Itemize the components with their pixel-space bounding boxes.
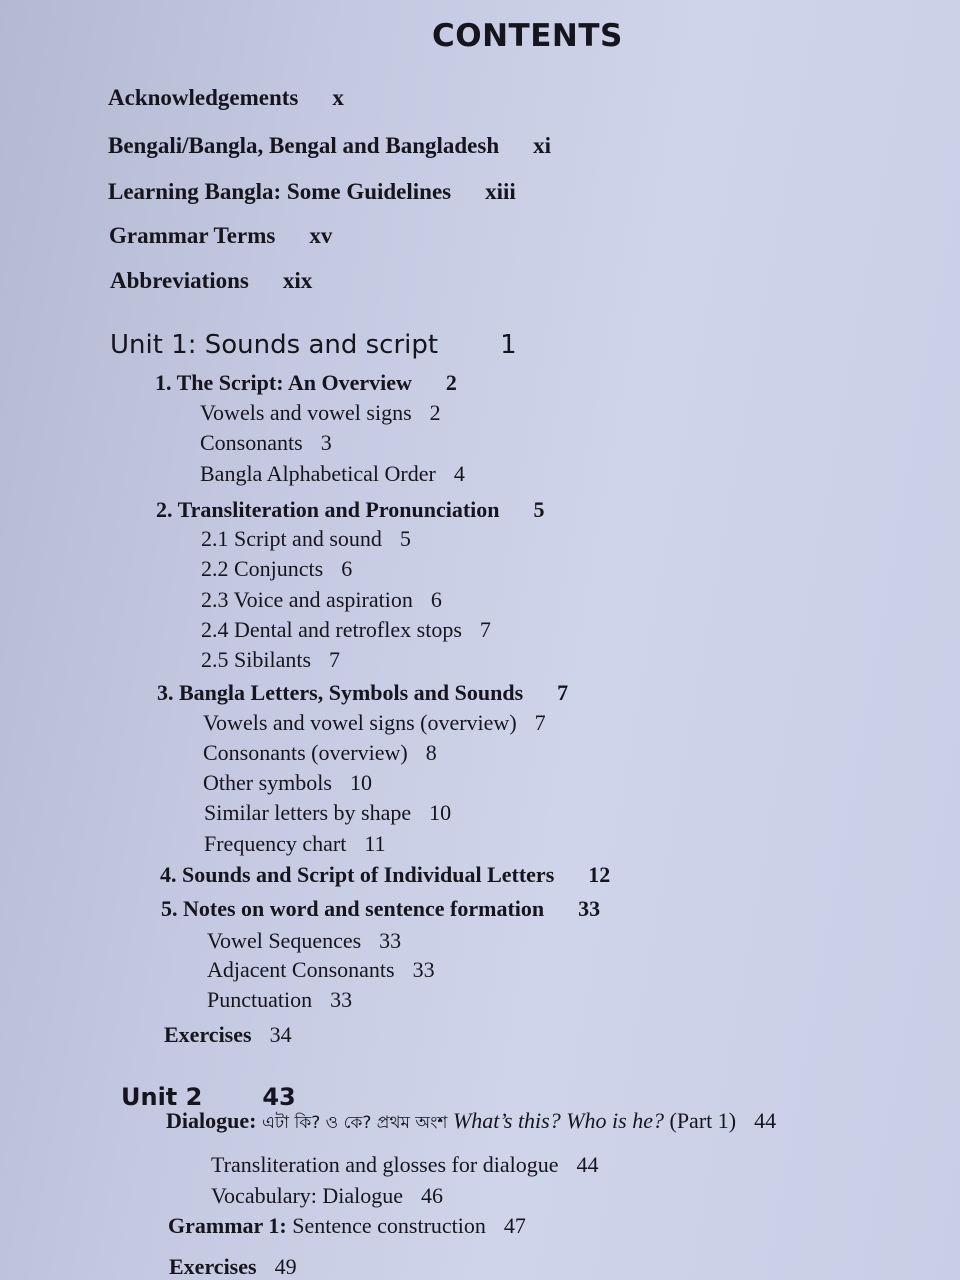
toc-item[interactable] (203, 742, 437, 764)
unit-heading-label: Unit 2 (121, 1083, 203, 1111)
toc-entry-acknowledgements[interactable] (108, 86, 344, 109)
toc-item-page: 6 (430, 587, 442, 612)
toc-section-label: 4. Sounds and Script of Individual Letters (160, 862, 555, 887)
toc-item-label: Consonants (overview) (203, 740, 408, 765)
toc-entry-label: Abbreviations (110, 268, 249, 293)
toc-item-label: Similar letters by shape (204, 800, 412, 825)
toc-item-page: 3 (320, 430, 332, 455)
toc-item[interactable] (211, 1185, 443, 1207)
toc-entry-page: xix (282, 268, 313, 293)
toc-item-label: 2.2 Conjuncts (201, 556, 324, 581)
toc-item-label: Consonants (200, 430, 303, 455)
toc-item[interactable] (211, 1154, 598, 1176)
toc-section-page: 34 (269, 1022, 292, 1047)
toc-section-label: Exercises (164, 1022, 252, 1047)
toc-entry-label: Learning Bangla: Some Guidelines (108, 179, 452, 204)
toc-section-page: 12 (588, 862, 611, 887)
toc-section-page: 2 (445, 370, 457, 395)
toc-item-page: 11 (364, 831, 386, 856)
toc-item[interactable] (207, 959, 435, 981)
toc-section-2[interactable] (156, 499, 545, 521)
toc-item-label: Bangla Alphabetical Order (200, 461, 436, 486)
toc-item[interactable] (201, 589, 442, 611)
toc-exercises-unit-2[interactable] (169, 1256, 297, 1278)
toc-item[interactable] (200, 402, 441, 424)
toc-item-label: 2.5 Sibilants (201, 647, 312, 672)
toc-section-page: 49 (274, 1254, 297, 1279)
toc-entry-grammar-terms[interactable] (109, 224, 332, 247)
toc-item[interactable] (201, 528, 411, 550)
toc-section-1[interactable] (155, 372, 457, 394)
toc-item[interactable] (204, 833, 386, 855)
toc-item-page: 44 (576, 1152, 599, 1177)
toc-item-label: Transliteration and glosses for dialogue (211, 1152, 559, 1177)
toc-item-page: 7 (534, 710, 546, 735)
toc-item-page: 10 (349, 770, 372, 795)
toc-item-page: 33 (412, 957, 435, 982)
toc-section-page: 7 (557, 680, 569, 705)
grammar-text: Sentence construction (292, 1213, 486, 1238)
toc-entry-page: 44 (754, 1108, 777, 1133)
dialogue-label: Dialogue: (166, 1108, 257, 1133)
toc-entry-page: xi (533, 133, 552, 158)
toc-entry-page: x (332, 85, 344, 110)
toc-exercises-unit-1[interactable] (164, 1024, 292, 1046)
toc-item-label: Vowels and vowel signs (200, 400, 412, 425)
toc-item[interactable] (201, 649, 340, 671)
unit-1-heading[interactable] (110, 332, 517, 358)
toc-item-label: 2.4 Dental and retroflex stops (201, 617, 462, 642)
toc-item-label: Vowels and vowel signs (overview) (203, 710, 517, 735)
toc-section-label: 3. Bangla Letters, Symbols and Sounds (157, 680, 524, 705)
page-title: CONTENTS (432, 18, 623, 54)
toc-item[interactable] (200, 432, 332, 454)
toc-item[interactable] (207, 930, 401, 952)
toc-item[interactable] (201, 619, 491, 641)
toc-entry-label: Grammar Terms (109, 223, 276, 248)
toc-item[interactable] (207, 989, 352, 1011)
toc-item-page: 33 (379, 928, 402, 953)
toc-item-label: Vowel Sequences (207, 928, 362, 953)
toc-entry-learning-bangla[interactable] (108, 180, 516, 203)
grammar-label: Grammar 1: (168, 1213, 287, 1238)
toc-section-label: Exercises (169, 1254, 257, 1279)
toc-item[interactable] (201, 558, 352, 580)
toc-section-page: 33 (578, 896, 601, 921)
toc-item[interactable] (203, 712, 546, 734)
toc-item-page: 33 (330, 987, 353, 1012)
toc-item-page: 4 (453, 461, 465, 486)
toc-section-label: 2. Transliteration and Pronunciation (156, 497, 500, 522)
toc-item-page: 10 (429, 800, 452, 825)
toc-section-page: 5 (533, 497, 545, 522)
toc-entry-label: Acknowledgements (108, 85, 299, 110)
dialogue-english-title: What’s this? Who is he? (452, 1108, 664, 1133)
toc-item-label: Punctuation (207, 987, 313, 1012)
toc-item[interactable] (203, 772, 372, 794)
toc-item-label: Adjacent Consonants (207, 957, 395, 982)
unit-heading-label: Unit 1: Sounds and script (110, 330, 439, 360)
toc-item[interactable] (200, 463, 465, 485)
unit-heading-page: 1 (500, 330, 517, 360)
toc-dialogue-entry[interactable] (166, 1110, 776, 1132)
toc-section-5[interactable] (161, 898, 600, 920)
toc-item-page: 6 (341, 556, 353, 581)
toc-section-label: 1. The Script: An Overview (155, 370, 412, 395)
unit-2-heading[interactable] (121, 1085, 296, 1109)
unit-heading-page: 43 (262, 1083, 296, 1111)
toc-item-page: 8 (425, 740, 437, 765)
toc-entry-page: xv (309, 223, 333, 248)
toc-item-label: Other symbols (203, 770, 332, 795)
dialogue-part: (Part 1) (669, 1108, 737, 1133)
toc-section-3[interactable] (157, 682, 568, 704)
toc-section-4[interactable] (160, 864, 610, 886)
toc-item-page: 46 (421, 1183, 444, 1208)
toc-entry-page: 47 (503, 1213, 526, 1238)
toc-entry-abbreviations[interactable] (110, 269, 312, 292)
toc-item-page: 7 (479, 617, 491, 642)
toc-item-page: 7 (329, 647, 341, 672)
toc-item-label: Frequency chart (204, 831, 347, 856)
dialogue-bangla-title: এটা কি? ও কে? প্রথম অংশ (261, 1113, 448, 1133)
toc-item-page: 5 (399, 526, 411, 551)
toc-grammar-entry[interactable] (168, 1215, 526, 1237)
toc-section-label: 5. Notes on word and sentence formation (161, 896, 545, 921)
toc-item-label: 2.1 Script and sound (201, 526, 382, 551)
toc-entry-page: xiii (485, 179, 516, 204)
toc-item-label: 2.3 Voice and aspiration (201, 587, 413, 612)
toc-entry-bengali-bangla[interactable] (108, 134, 551, 157)
toc-item-page: 2 (429, 400, 441, 425)
toc-entry-label: Bengali/Bangla, Bengal and Bangladesh (108, 133, 500, 158)
toc-item-label: Vocabulary: Dialogue (211, 1183, 404, 1208)
toc-item[interactable] (204, 802, 451, 824)
